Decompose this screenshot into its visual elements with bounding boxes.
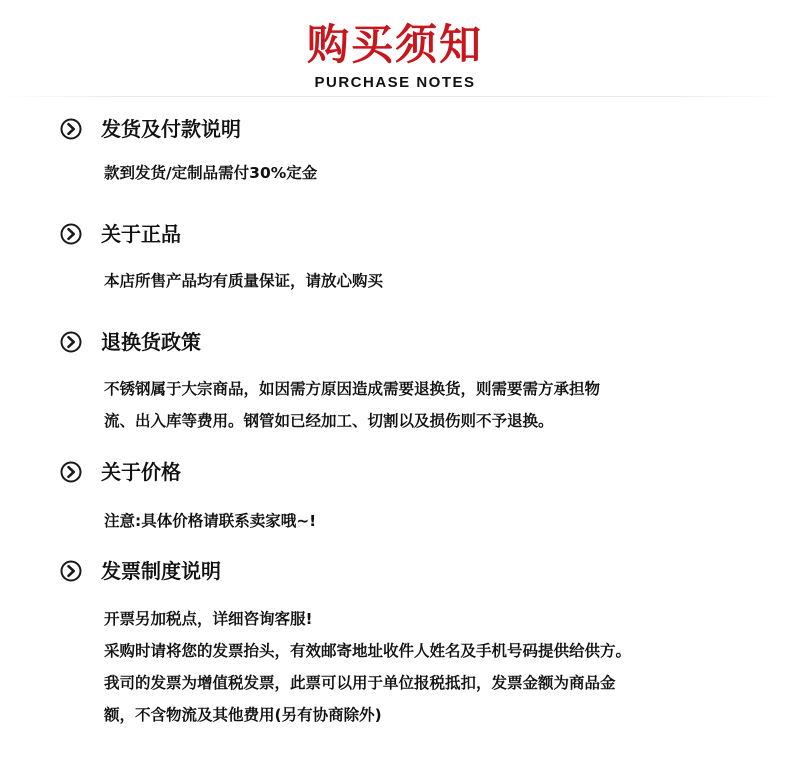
section-header <box>60 328 201 356</box>
section-text-line: 采购时请将您的发票抬头，有效邮寄地址收件人姓名及手机号码提供给供方。 <box>104 642 632 660</box>
section-text-line: 开票另加税点，详细咨询客服! <box>104 610 313 628</box>
section-body <box>104 603 754 731</box>
section-title: 退换货政策 <box>101 330 201 354</box>
section-header <box>60 115 241 143</box>
section-body <box>104 157 754 189</box>
page-header <box>0 20 790 91</box>
section-body <box>104 505 754 537</box>
chevron-right-circle-icon <box>60 223 82 245</box>
section-text-line: 我司的发票为增值税发票，此票可以用于单位报税抵扣，发票金额为商品金 <box>104 674 616 692</box>
page-title: 购买须知 <box>306 20 483 69</box>
section-text-line: 流、出入库等费用。钢管如已经加工、切割以及损伤则不予退换。 <box>104 412 554 430</box>
section-text-line: 额，不含物流及其他费用(另有协商除外) <box>104 706 382 724</box>
section-title: 发票制度说明 <box>101 559 221 583</box>
section-title: 关于价格 <box>101 460 181 484</box>
chevron-right-circle-icon <box>60 560 82 582</box>
section-text-line: 注意:具体价格请联系卖家哦~! <box>104 512 317 530</box>
section-body <box>104 265 754 297</box>
section-text-line: 本店所售产品均有质量保证，请放心购买 <box>104 272 384 290</box>
section-title: 关于正品 <box>101 222 181 246</box>
section-header <box>60 220 181 248</box>
header-divider <box>0 96 790 97</box>
chevron-right-circle-icon <box>60 461 82 483</box>
section-title: 发货及付款说明 <box>101 117 241 141</box>
section-header <box>60 458 181 486</box>
chevron-right-circle-icon <box>60 118 82 140</box>
page-subtitle: PURCHASE NOTES <box>314 74 476 91</box>
section-text-line: 不锈钢属于大宗商品，如因需方原因造成需要退换货，则需要需方承担物 <box>104 380 601 398</box>
section-text-line: 款到发货/定制品需付30%定金 <box>104 164 318 182</box>
chevron-right-circle-icon <box>60 331 82 353</box>
section-body <box>104 373 754 437</box>
section-header <box>60 557 221 585</box>
